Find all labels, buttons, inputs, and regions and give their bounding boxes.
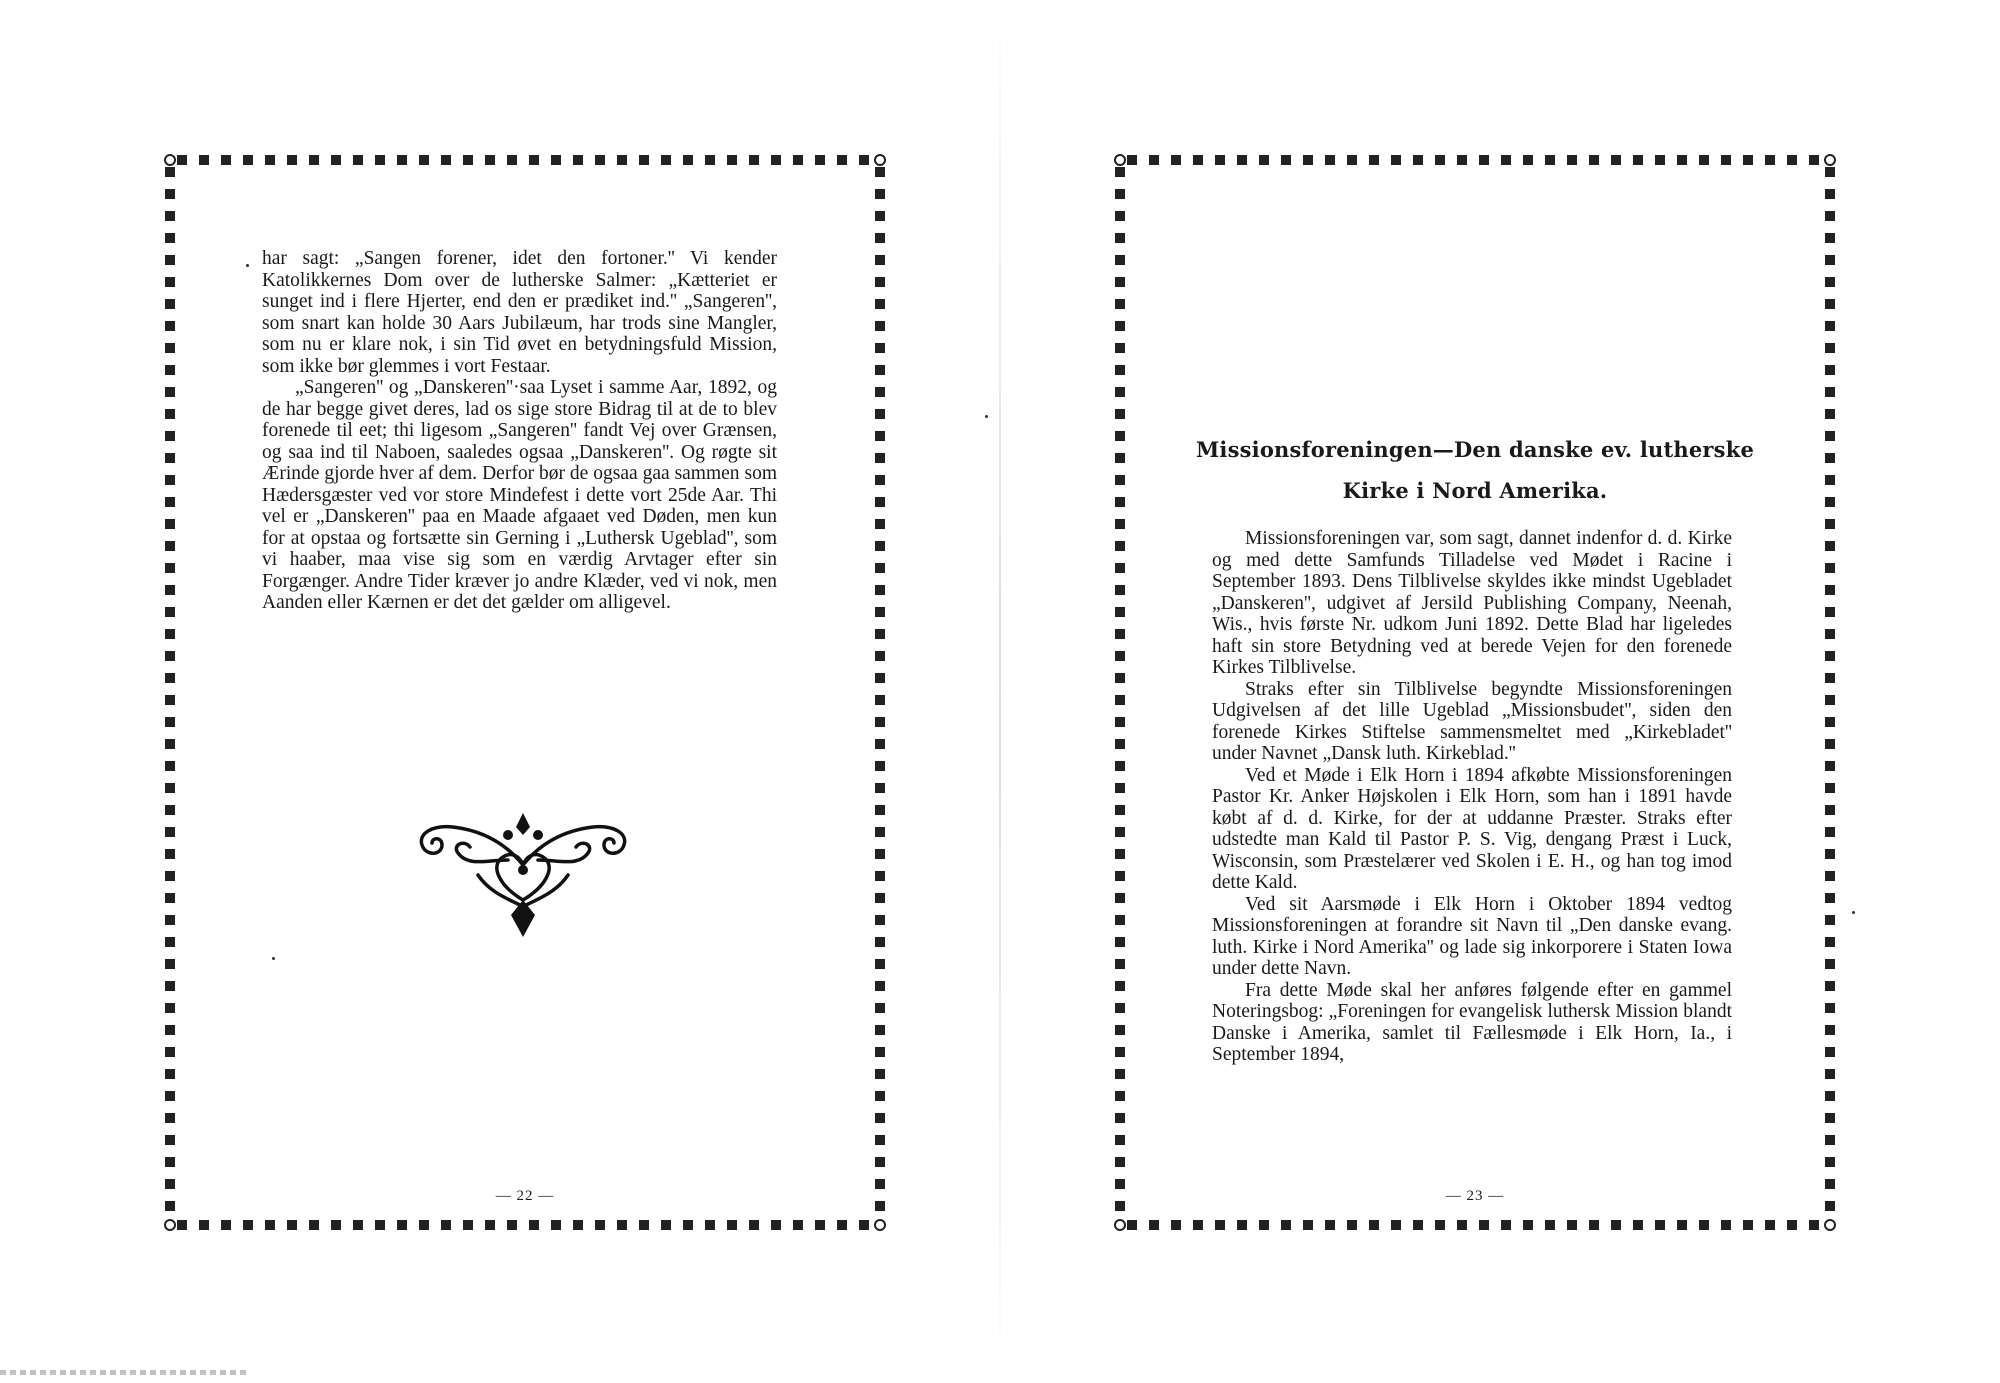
scan-speck bbox=[1852, 911, 1855, 914]
paragraph: „Sangeren'' og „Danskeren''·saa Lyset i samme Aar, 1892, og de har begge givet deres, lad os sige store Bidrag til at de to blev forenede til eet; thi ligesom „Sangeren'' fandt Vej over Grænsen, og saa ind til Naboen, saaledes ogsaa „Danskeren''. Og røgte sit Ærinde gjorde hver af dem. Derfor bør de ogsaa gaa sammen som Hædersgæster ved vor store Mindefest i dette vort 25de Aar. Thi vel er „Danskeren'' paa en Maade afgaaet ved Døden, men kun for at opstaa og fortsætte sin Gerning i „Luthersk Ugeblad'', som vi haaber, maa vise sig som en værdig Arvtager efter sin Forgænger. Andre Tider kræver jo andre Klæder, ved vi nok, men Aanden eller Kærnen er det det gælder om alligevel. bbox=[262, 377, 777, 613]
paragraph: Missionsforeningen var, som sagt, dannet indenfor d. d. Kirke og med dette Samfunds Tilladelse ved Mødet i Racine i September 1893. Dens Tilblivelse skyldes ikke mindst Ugebladet „Danskeren'', udgivet af Jersild Publishing Company, Neenah, Wis., hvis første Nr. udkom Juni 1892. Dette Blad har ligeledes haft sin store Betydning ved at berede Vejen for den forenede Kirkes Tilblivelse. bbox=[1212, 528, 1732, 678]
scan-edge-noise bbox=[0, 1370, 250, 1375]
right-page bbox=[1115, 155, 1835, 1230]
paragraph: Fra dette Møde skal her anføres følgende efter en gammel Noteringsbog: „Foreningen for evangelisk luthersk Mission blandt Danske i Amerika, samlet til Fællesmøde i Elk Horn, Ia., i September 1894, bbox=[1212, 979, 1732, 1065]
chapter-heading: Missionsforeningen—Den danske ev. lutherske bbox=[1195, 437, 1755, 462]
paragraph: Ved et Møde i Elk Horn i 1894 afkøbte Missionsforeningen Pastor Kr. Anker Højskolen i Elk Horn, som han i 1891 havde købt af d. d. Kirke, for der at uddanne Præster. Straks efter udstedte man Kald til Pastor P. S. Vig, dengang Præst i Luck, Wisconsin, som Præstelærer ved Skolen i E. H., og han tog imod dette Kald. bbox=[1212, 764, 1732, 893]
floral-ornament-icon bbox=[408, 805, 638, 940]
left-body-text bbox=[262, 248, 777, 614]
page-number: — 23 — bbox=[1445, 1188, 1505, 1204]
paragraph: Straks efter sin Tilblivelse begyndte Missionsforeningen Udgivelsen af det lille Ugeblad „Missionsbudet'', siden den forenede Kirkes Stiftelse sammensmeltet med „Kirkebladet'' under Navnet „Dansk luth. Kirkeblad.'' bbox=[1212, 678, 1732, 764]
chapter-heading-line2: Kirke i Nord Amerika. bbox=[1342, 478, 1608, 503]
book-gutter bbox=[999, 0, 1001, 1383]
page-number: — 22 — bbox=[495, 1188, 555, 1204]
right-body-text bbox=[1212, 528, 1732, 1066]
left-page bbox=[165, 155, 885, 1230]
scan-speck bbox=[985, 415, 988, 418]
paragraph: har sagt: „Sangen forener, idet den fortoner.'' Vi kender Katolikkernes Dom over de lutherske Salmer: „Kætteriet er sunget ind i flere Hjerter, end den er prædiket ind.'' „Sangeren'', som snart kan holde 30 Aars Jubilæum, har trods sine Mangler, som nu er klare nok, i sin Tid øvet en betydningsfuld Mission, som ikke bør glemmes i vort Festaar. bbox=[262, 248, 777, 377]
paragraph: Ved sit Aarsmøde i Elk Horn i Oktober 1894 vedtog Missionsforeningen at forandre sit Navn til „Den danske evang. luth. Kirke i Nord Amerika'' og lade sig inkorporere i Staten Iowa under dette Navn. bbox=[1212, 893, 1732, 979]
